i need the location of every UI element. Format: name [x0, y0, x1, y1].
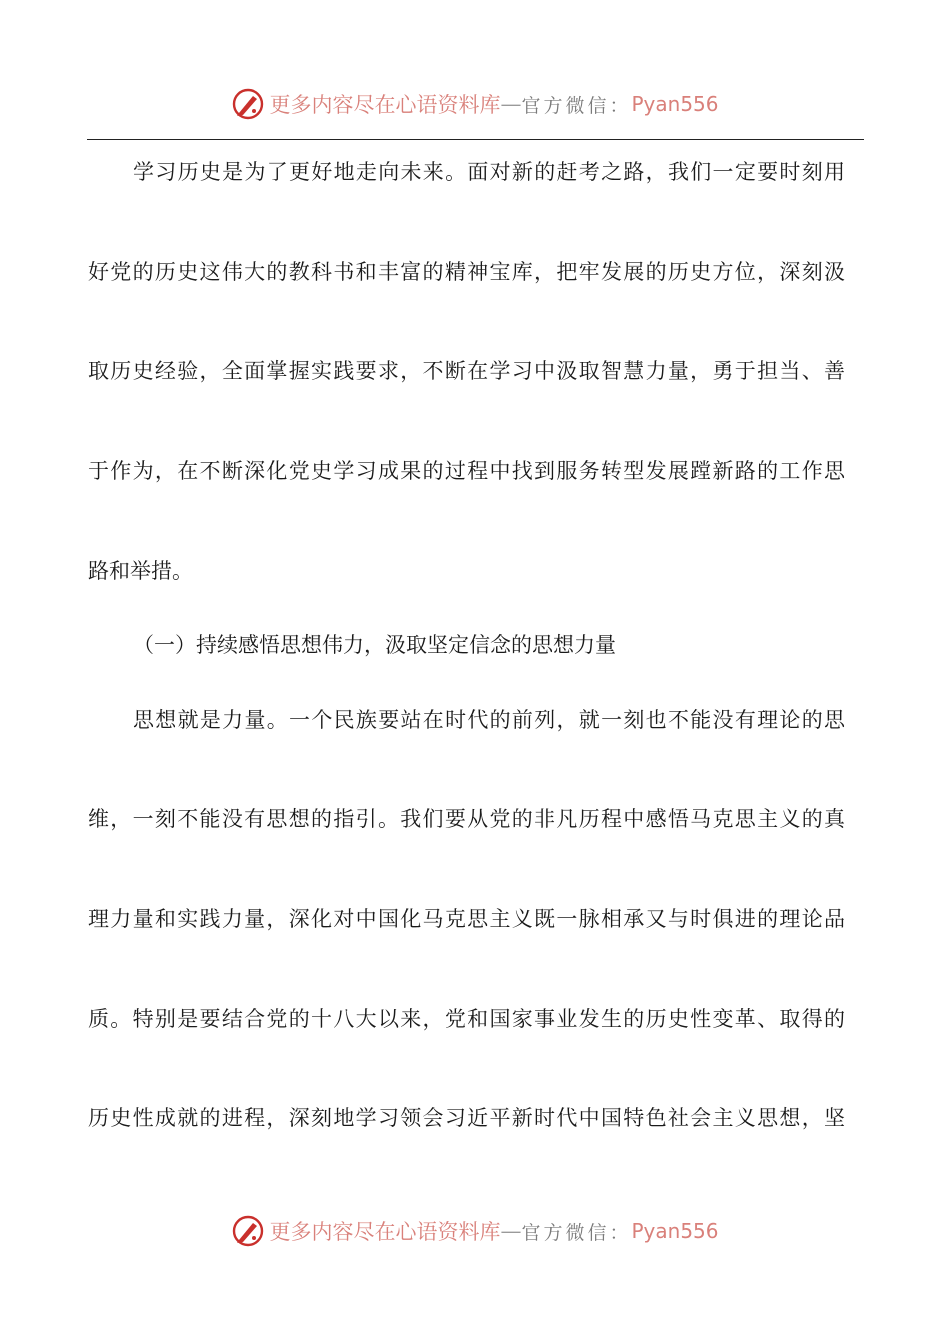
paragraph-1-line-5: 路和举措。	[88, 559, 193, 583]
header-banner	[0, 82, 950, 126]
banner-wechat-label: 官方微信：	[521, 94, 632, 117]
banner-wechat-label: 官方微信：	[521, 1221, 632, 1244]
paragraph-1-line-2: 好党的历史这伟大的教科书和丰富的精神宝库，把牢发展的历史方位，深刻汲	[88, 260, 845, 284]
paragraph-1-line-3: 取历史经验，全面掌握实践要求，不断在学习中汲取智慧力量，勇于担当、善	[88, 359, 845, 383]
paragraph-2-line-1: 思想就是力量。一个民族要站在时代的前列，就一刻也不能没有理论的思	[133, 708, 845, 732]
banner-separator: —	[500, 92, 522, 116]
banner-separator: —	[500, 1219, 522, 1243]
footer-banner	[0, 1209, 950, 1253]
paragraph-2-line-2: 维，一刻不能没有思想的指引。我们要从党的非凡历程中感悟马克思主义的真	[88, 807, 845, 831]
pen-circle-logo-icon	[231, 1214, 265, 1248]
banner-site-name: 更多内容尽在心语资料库	[269, 93, 501, 117]
section-heading: （一）持续感悟思想伟力，汲取坚定信念的思想力量	[133, 633, 616, 657]
banner-wechat-id: Pyan556	[631, 1219, 719, 1243]
paragraph-1-line-4: 于作为，在不断深化党史学习成果的过程中找到服务转型发展蹚新路的工作思	[88, 459, 845, 483]
paragraph-2-line-5: 历史性成就的进程，深刻地学习领会习近平新时代中国特色社会主义思想，坚	[88, 1106, 845, 1130]
paragraph-2-line-4: 质。特别是要结合党的十八大以来，党和国家事业发生的历史性变革、取得的	[88, 1007, 845, 1031]
paragraph-1-line-1: 学习历史是为了更好地走向未来。面对新的赶考之路，我们一定要时刻用	[133, 160, 845, 184]
paragraph-2-line-3: 理力量和实践力量，深化对中国化马克思主义既一脉相承又与时俱进的理论品	[88, 907, 845, 931]
pen-circle-logo-icon	[231, 87, 265, 121]
banner-site-name: 更多内容尽在心语资料库	[269, 1220, 501, 1244]
header-rule	[87, 139, 864, 140]
banner-wechat-id: Pyan556	[631, 92, 719, 116]
